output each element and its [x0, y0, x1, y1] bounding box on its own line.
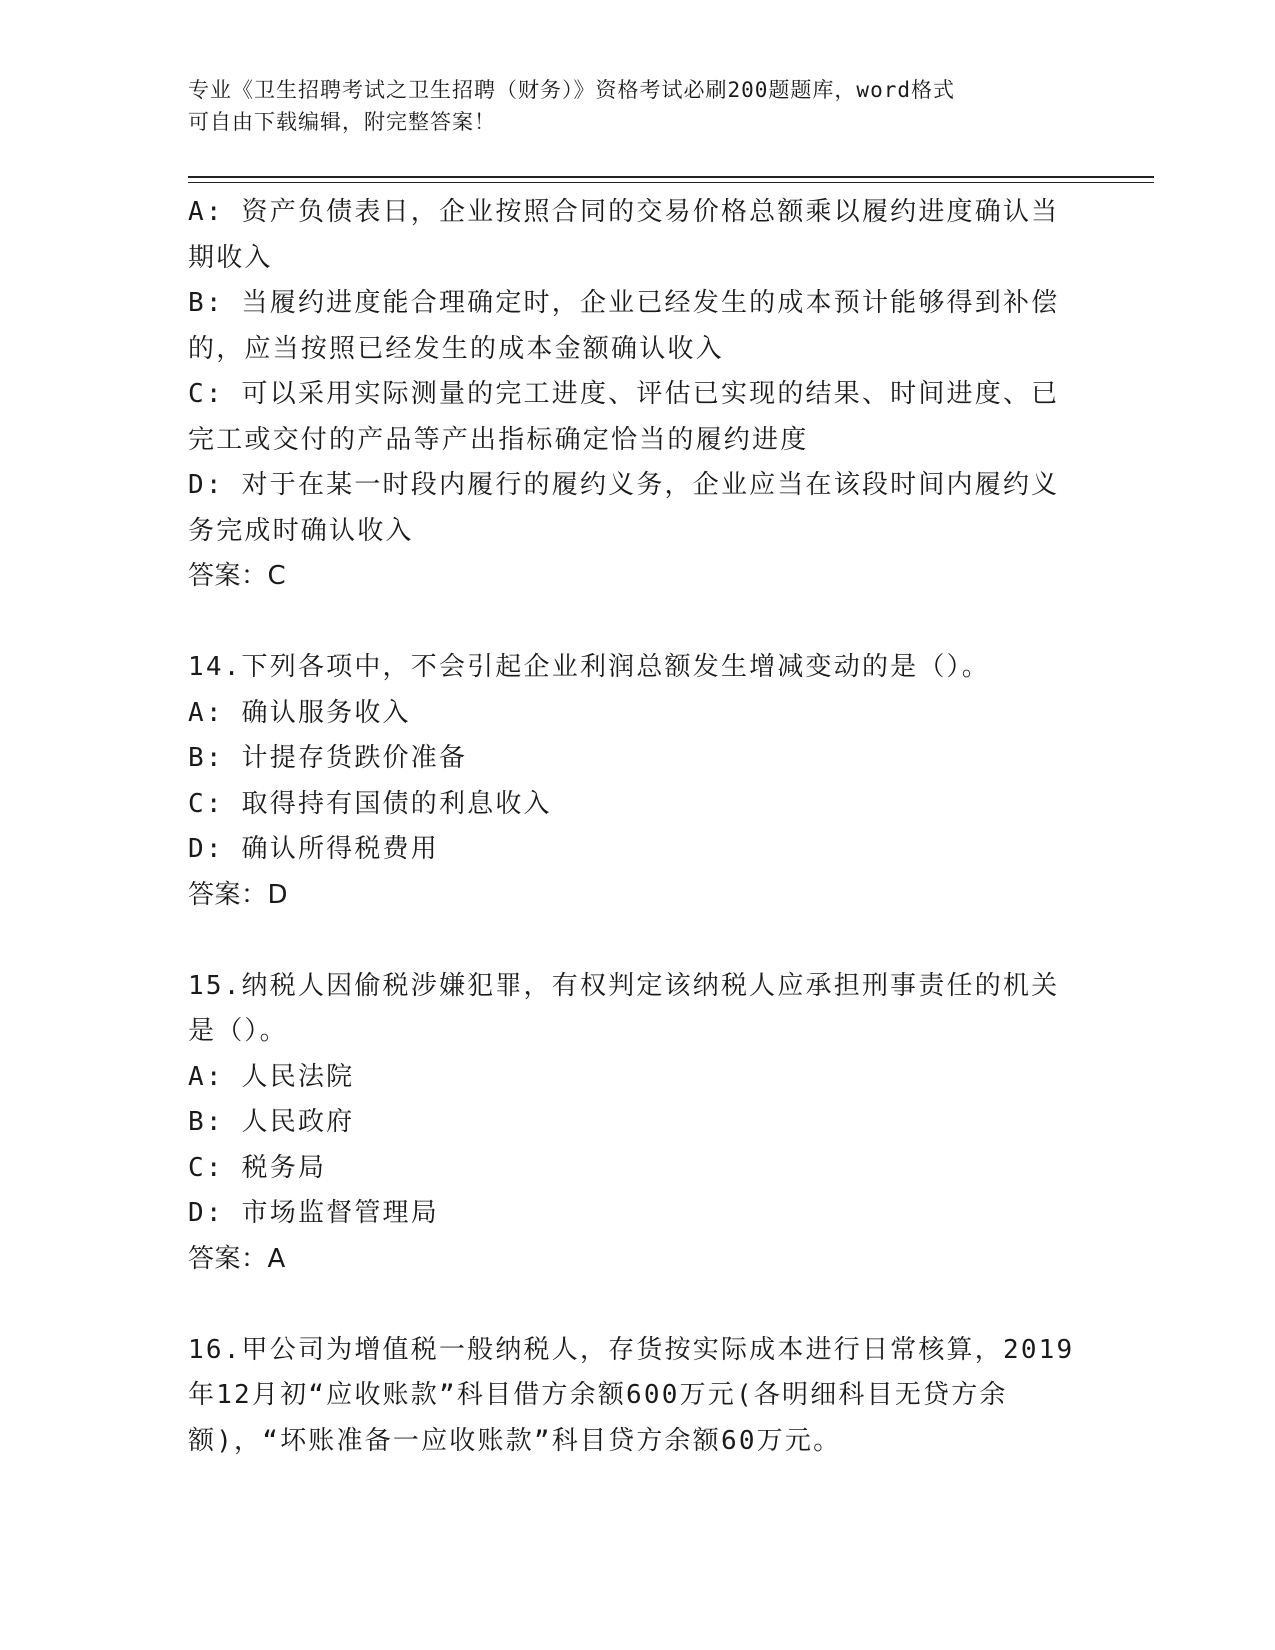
question-16-stem-line-1: 16.甲公司为增值税一般纳税人，存货按实际成本进行日常核算，2019: [188, 1334, 1075, 1365]
option-c-line-2: 完工或交付的产品等产出指标确定恰当的履约进度: [188, 424, 809, 455]
answer-13: 答案：C: [188, 561, 287, 591]
question-14-stem: 14.下列各项中，不会引起企业利润总额发生增减变动的是（）。: [188, 652, 990, 682]
answer-15: 答案：A: [188, 1243, 286, 1274]
option-d: D: 确认所得税费用: [188, 834, 439, 864]
option-a-line-1: A: 资产负债表日，企业按照合同的交易价格总额乘以履约进度确认当: [188, 197, 1060, 227]
option-d: D: 市场监督管理局: [188, 1198, 439, 1228]
question-content: [188, 190, 1088, 1464]
spacer: [188, 918, 1088, 964]
question-16-stem-line-3: 额)，“坏账准备一应收账款”科目贷方余额60万元。: [188, 1425, 842, 1456]
question-15-stem-line-2: 是（）。: [188, 1016, 288, 1046]
option-d-line-2: 务完成时确认收入: [188, 515, 414, 546]
question-16: [188, 1328, 1088, 1465]
question-14: [188, 645, 1088, 918]
option-c: C: 取得持有国债的利息收入: [188, 788, 552, 819]
spacer: [188, 1282, 1088, 1328]
option-b-line-1: B: 当履约进度能合理确定时，企业已经发生的成本预计能够得到补偿: [188, 288, 1060, 318]
question-15-stem-line-1: 15.纳税人因偷税涉嫌犯罪，有权判定该纳税人应承担刑事责任的机关: [188, 970, 1060, 1001]
header-divider-thin: [188, 182, 1154, 183]
header-divider-thick: [188, 176, 1154, 178]
header-line-1: 专业《卫生招聘考试之卫生招聘（财务）》资格考试必刷200题题库，word格式: [188, 78, 955, 102]
answer-14: 答案：D: [188, 879, 289, 910]
option-c-line-1: C: 可以采用实际测量的完工进度、评估已实现的结果、时间进度、已: [188, 379, 1060, 409]
option-b: B: 计提存货跌价准备: [188, 743, 468, 773]
option-d-line-1: D: 对于在某一时段内履行的履约义务，企业应当在该段时间内履约义: [188, 470, 1060, 500]
option-a: A: 人民法院: [188, 1061, 355, 1092]
header-line-2: 可自由下载编辑，附完整答案！: [188, 110, 496, 134]
option-c: C: 税务局: [188, 1152, 327, 1183]
option-a: A: 确认服务收入: [188, 697, 411, 728]
document-header: [188, 74, 1088, 138]
spacer: [188, 600, 1088, 646]
option-b-line-2: 的，应当按照已经发生的成本金额确认收入: [188, 333, 724, 364]
option-a-line-2: 期收入: [188, 242, 273, 273]
question-16-stem-line-2: 年12月初“应收账款”科目借方余额600万元(各明细科目无贷方余: [188, 1380, 1008, 1410]
option-b: B: 人民政府: [188, 1107, 355, 1137]
question-13-options: [188, 190, 1088, 600]
question-15: [188, 964, 1088, 1283]
